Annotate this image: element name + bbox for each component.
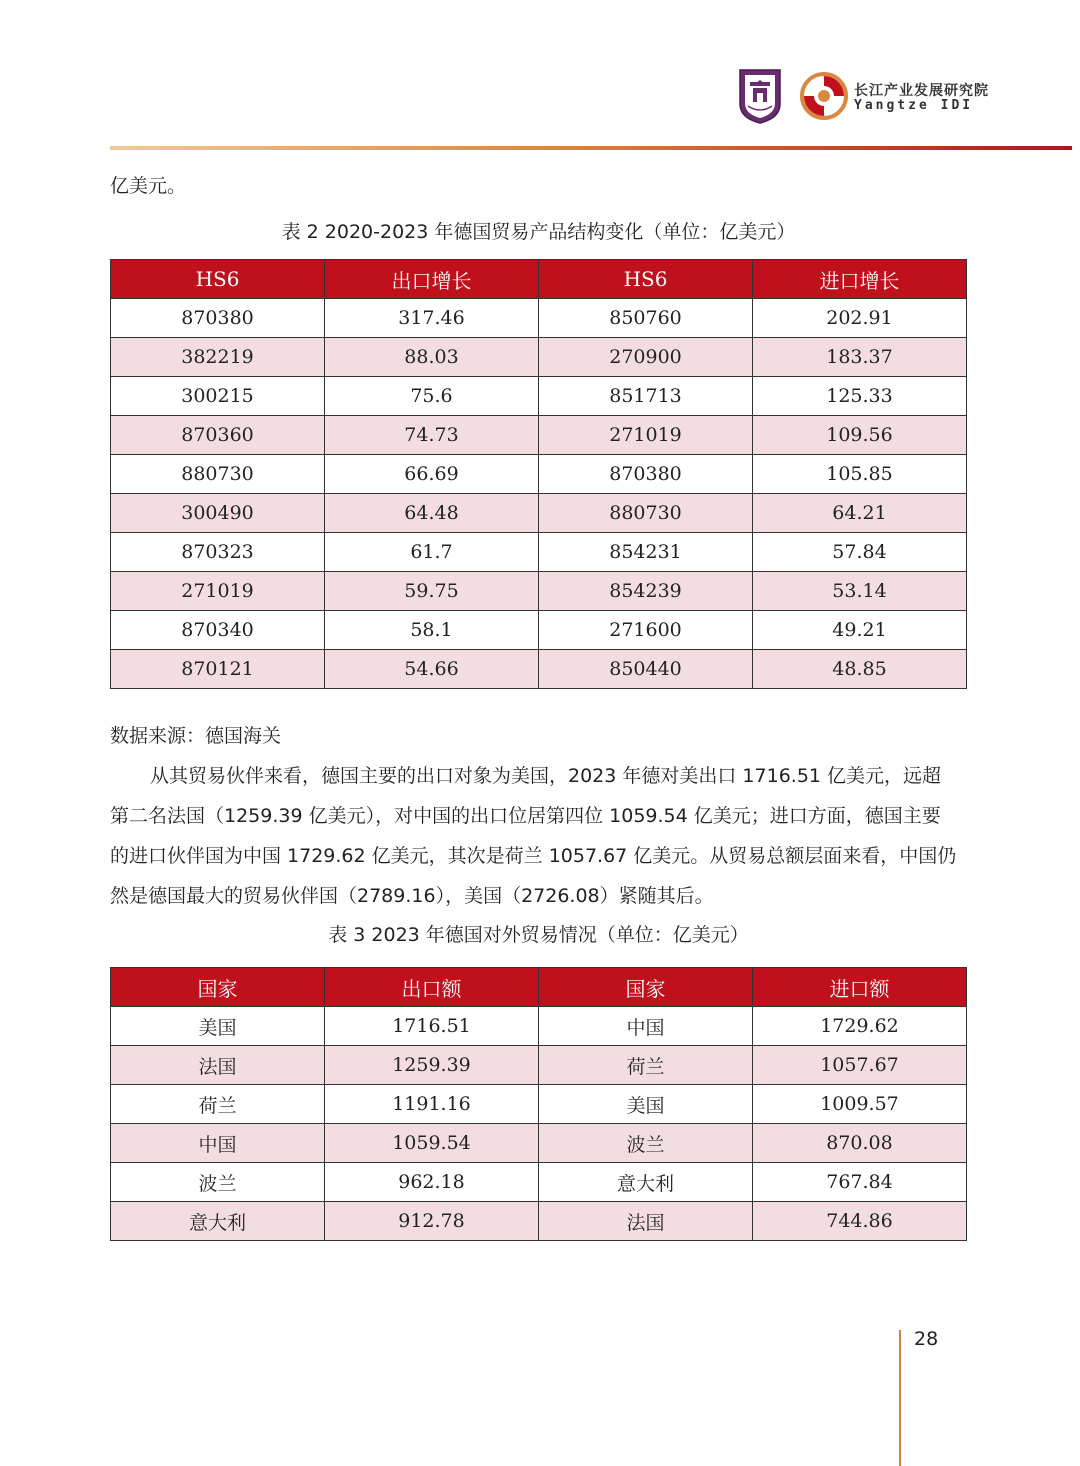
table-cell: 58.1	[325, 611, 539, 650]
table-row	[111, 533, 967, 572]
table-cell: 美国	[539, 1085, 753, 1124]
table-cell: 64.21	[753, 494, 967, 533]
table-row	[111, 1046, 967, 1085]
table2-header-row	[111, 260, 967, 299]
paragraph-line: 的进口伙伴国为中国 1729.62 亿美元，其次是荷兰 1057.67 亿美元。从贸易总额层面来看，中国仍	[110, 845, 957, 867]
table-cell: 中国	[111, 1124, 325, 1163]
table-row	[111, 1007, 967, 1046]
table-row	[111, 299, 967, 338]
table-cell: 300490	[111, 494, 325, 533]
carry-over-text: 亿美元。	[110, 175, 187, 197]
page-number: 28	[914, 1328, 939, 1350]
table-cell: 54.66	[325, 650, 539, 689]
table-row	[111, 1085, 967, 1124]
table-cell: 850760	[539, 299, 753, 338]
table-cell: 870121	[111, 650, 325, 689]
table-cell: 74.73	[325, 416, 539, 455]
table-cell: 1259.39	[325, 1046, 539, 1085]
table-cell: 870360	[111, 416, 325, 455]
table-cell: 1059.54	[325, 1124, 539, 1163]
table3-header-cell: 进口额	[753, 968, 967, 1007]
table-cell: 912.78	[325, 1202, 539, 1241]
paragraph-line: 然是德国最大的贸易伙伴国（2789.16），美国（2726.08）紧随其后。	[110, 885, 714, 907]
table2	[110, 259, 967, 689]
table2-header-cell: 出口增长	[325, 260, 539, 299]
table-cell: 1729.62	[753, 1007, 967, 1046]
table-row	[111, 611, 967, 650]
table-row	[111, 1202, 967, 1241]
table-cell: 870323	[111, 533, 325, 572]
table-cell: 317.46	[325, 299, 539, 338]
table-cell: 300215	[111, 377, 325, 416]
institute-name-cn: 长江产业发展研究院	[854, 83, 989, 99]
table-cell: 270900	[539, 338, 753, 377]
table-cell: 49.21	[753, 611, 967, 650]
university-shield-logo	[738, 68, 782, 124]
table-cell: 767.84	[753, 1163, 967, 1202]
table-cell: 59.75	[325, 572, 539, 611]
paragraph-line: 第二名法国（1259.39 亿美元），对中国的出口位居第四位 1059.54 亿美元；进口方面，德国主要	[110, 805, 941, 827]
table-row	[111, 455, 967, 494]
table3-header-row	[111, 968, 967, 1007]
table-cell: 271019	[539, 416, 753, 455]
table-cell: 1716.51	[325, 1007, 539, 1046]
institute-name-en: Yangtze IDI	[854, 98, 974, 113]
table-cell: 382219	[111, 338, 325, 377]
table-cell: 波兰	[111, 1163, 325, 1202]
table-cell: 57.84	[753, 533, 967, 572]
table-row	[111, 1163, 967, 1202]
table3-header-cell: 国家	[539, 968, 753, 1007]
table-cell: 870340	[111, 611, 325, 650]
table2-source-note: 数据来源：德国海关	[110, 725, 282, 747]
table-cell: 271019	[111, 572, 325, 611]
table2-header-cell: HS6	[111, 260, 325, 299]
table-cell: 意大利	[111, 1202, 325, 1241]
table2-caption: 表 2 2020-2023 年德国贸易产品结构变化（单位：亿美元）	[281, 221, 796, 243]
table2-header-cell: 进口增长	[753, 260, 967, 299]
table-cell: 962.18	[325, 1163, 539, 1202]
table-cell: 880730	[111, 455, 325, 494]
table-cell: 61.7	[325, 533, 539, 572]
table-cell: 870380	[111, 299, 325, 338]
table-cell: 870.08	[753, 1124, 967, 1163]
table3	[110, 967, 967, 1241]
table-cell: 法国	[539, 1202, 753, 1241]
table-cell: 109.56	[753, 416, 967, 455]
table-cell: 1191.16	[325, 1085, 539, 1124]
table-row	[111, 377, 967, 416]
table-cell: 66.69	[325, 455, 539, 494]
table-cell: 854231	[539, 533, 753, 572]
table3-caption: 表 3 2023 年德国对外贸易情况（单位：亿美元）	[328, 924, 749, 946]
table-cell: 744.86	[753, 1202, 967, 1241]
table-cell: 中国	[539, 1007, 753, 1046]
table-cell: 波兰	[539, 1124, 753, 1163]
table-cell: 105.85	[753, 455, 967, 494]
table-row	[111, 572, 967, 611]
table-cell: 870380	[539, 455, 753, 494]
table-cell: 88.03	[325, 338, 539, 377]
table-cell: 202.91	[753, 299, 967, 338]
page-header	[0, 0, 1080, 160]
table-row	[111, 650, 967, 689]
table2-header-cell: HS6	[539, 260, 753, 299]
table-cell: 荷兰	[111, 1085, 325, 1124]
table-cell: 53.14	[753, 572, 967, 611]
header-divider	[110, 146, 1072, 150]
table-cell: 850440	[539, 650, 753, 689]
table-cell: 880730	[539, 494, 753, 533]
table-cell: 1057.67	[753, 1046, 967, 1085]
table3-header-cell: 国家	[111, 968, 325, 1007]
table-cell: 64.48	[325, 494, 539, 533]
paragraph-line: 从其贸易伙伴来看，德国主要的出口对象为美国，2023 年德对美出口 1716.51 亿美元，远超	[150, 765, 942, 787]
table3-header-cell: 出口额	[325, 968, 539, 1007]
body-paragraph	[110, 756, 967, 916]
table-cell: 851713	[539, 377, 753, 416]
table-cell: 意大利	[539, 1163, 753, 1202]
page-number-divider	[899, 1330, 901, 1466]
table-row	[111, 338, 967, 377]
table-cell: 854239	[539, 572, 753, 611]
yangtze-idi-logo	[800, 72, 848, 120]
table-cell: 48.85	[753, 650, 967, 689]
table-cell: 1009.57	[753, 1085, 967, 1124]
table-cell: 183.37	[753, 338, 967, 377]
table-cell: 法国	[111, 1046, 325, 1085]
table-row	[111, 416, 967, 455]
table-cell: 125.33	[753, 377, 967, 416]
table-cell: 荷兰	[539, 1046, 753, 1085]
table-row	[111, 1124, 967, 1163]
table-cell: 美国	[111, 1007, 325, 1046]
table-row	[111, 494, 967, 533]
table-cell: 271600	[539, 611, 753, 650]
table-cell: 75.6	[325, 377, 539, 416]
